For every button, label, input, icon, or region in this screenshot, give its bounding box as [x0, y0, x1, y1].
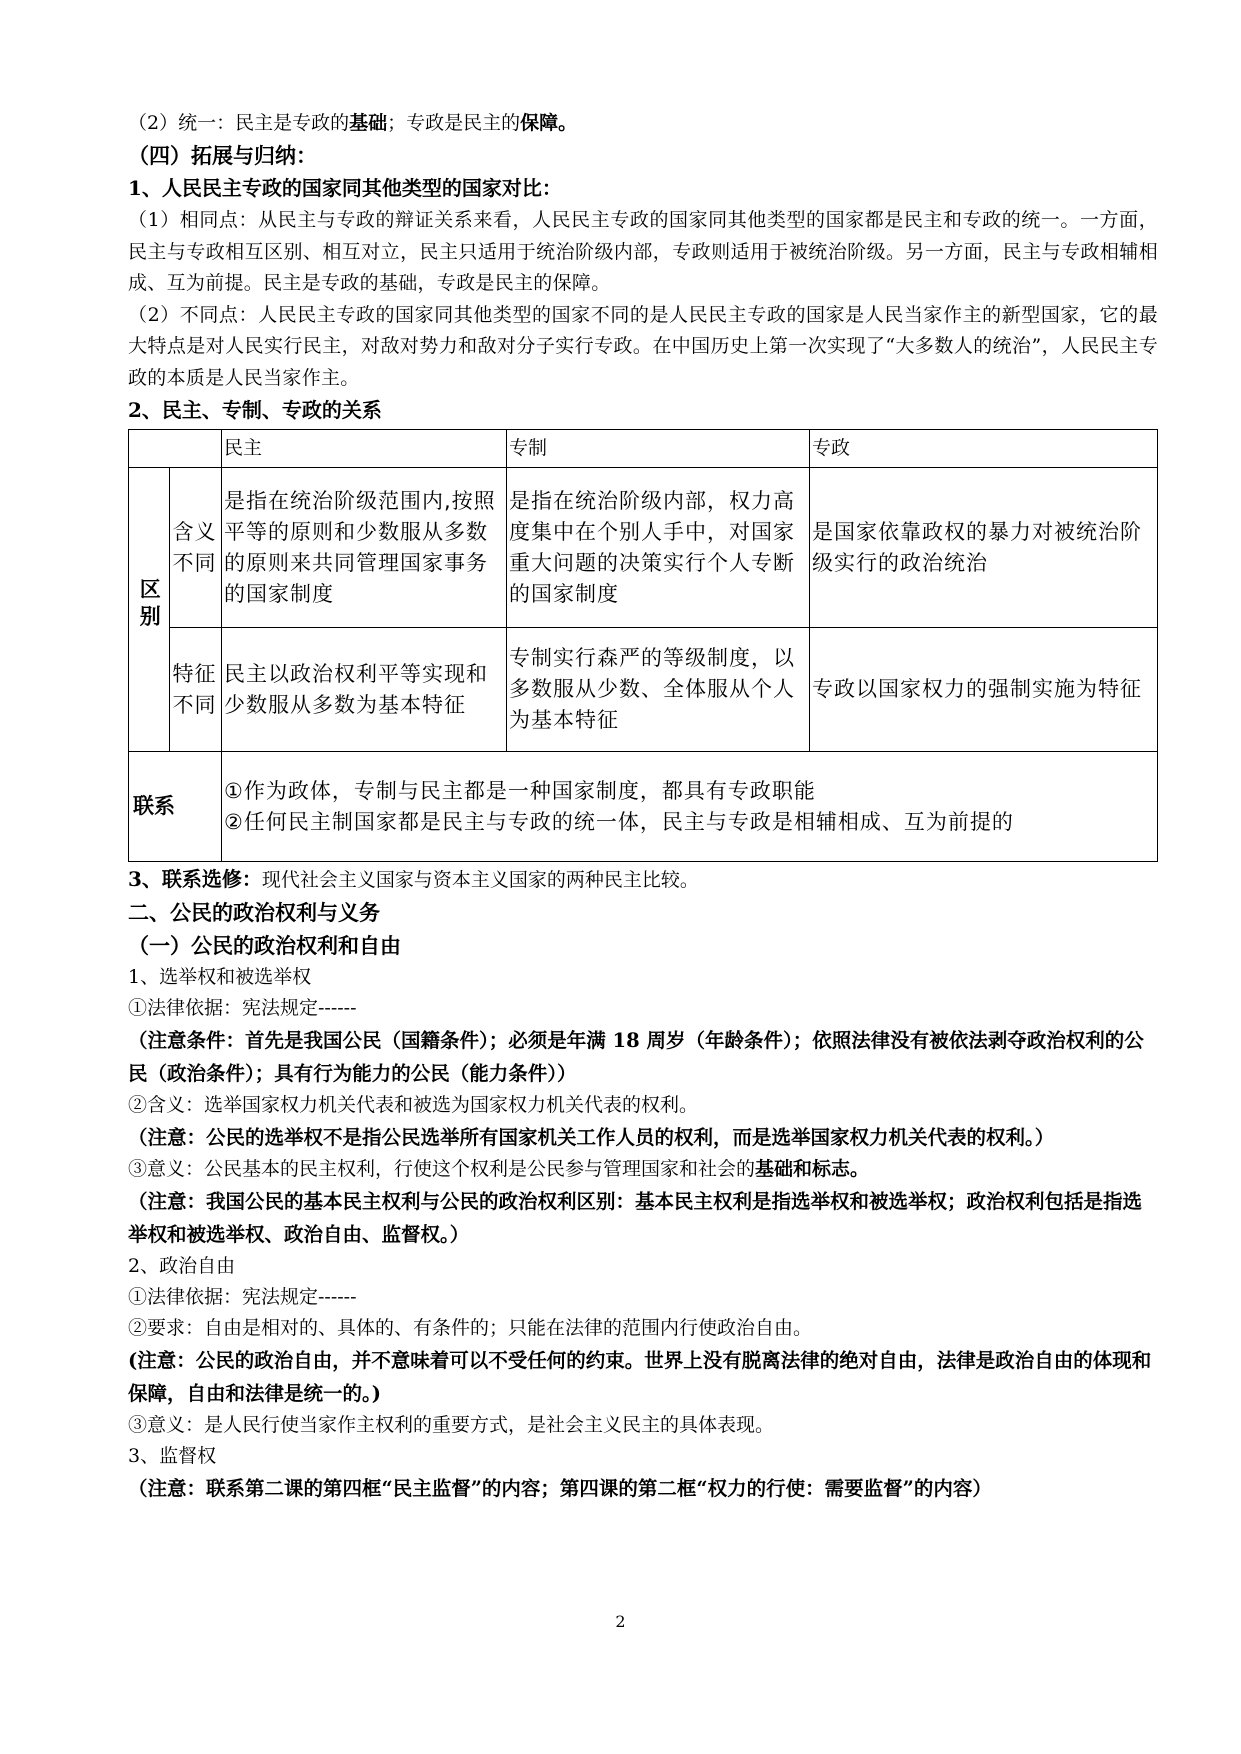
s2-requirement: ②要求：自由是相对的、具体的、有条件的；只能在法律的范围内行使政治自由。: [128, 1317, 813, 1339]
s1-basis: ①法律依据：宪法规定------: [128, 997, 357, 1019]
paragraph-diff: （2）不同点：人民民主专政的国家同其他类型的国家不同的是人民民主专政的国家是人民当家作主的新型国家，它的最大特点是对人民实行民主，对敌对势力和敌对分子实行专政。在中国历史上第一次实现了“大多数人的统治”，人民民主专政的本质是人民当家作主。: [128, 303, 1158, 389]
header-democracy: 民主: [222, 430, 507, 468]
paragraph-same: （1）相同点：从民主与专政的辩证关系来看，人民民主专政的国家同其他类型的国家都是民主和专政的统一。一方面，民主与专政相互区别、相互对立，民主只适用于统治阶级内部，专政则适用于被统治阶级。另一方面，民主与专政相辅相成、互为前提。民主是专政的基础，专政是民主的保障。: [128, 209, 1158, 294]
s3-note: （注意：联系第二课的第四框“民主监督”的内容；第四课的第二框“权力的行使：需要监督”的内容）: [128, 1477, 992, 1500]
cell-meaning-dictatorship: 是国家依靠政权的暴力对被统治阶级实行的政治统治: [810, 468, 1158, 628]
table-row: [129, 752, 1158, 862]
row-label-link: 联系: [129, 752, 222, 862]
s1-meaning: ②含义：选举国家权力机关代表和被选为国家权力机关代表的权利。: [128, 1094, 699, 1116]
s2-significance: ③意义：是人民行使当家作主权利的重要方式，是社会主义民主的具体表现。: [128, 1414, 775, 1436]
comparison-table: [128, 429, 1158, 862]
s2-title: 2、政治自由: [128, 1255, 236, 1277]
part2-heading: 二、公民的政治权利与义务: [128, 900, 380, 925]
subheading-compare: 1、人民民主专政的国家同其他类型的国家对比：: [128, 176, 562, 200]
elective-line: 3、联系选修：现代社会主义国家与资本主义国家的两种民主比较。: [128, 867, 699, 891]
subheading-relation: 2、民主、专制、专政的关系: [128, 398, 382, 422]
s1-title: 1、选举权和被选举权: [128, 966, 312, 988]
cell-link: ①作为政体，专制与民主都是一种国家制度，都具有专政职能 ②任何民主制国家都是民主与专政的统一体，民主与专政是相辅相成、互为前提的: [222, 752, 1158, 862]
s1-note-rights: （注意：我国公民的基本民主权利与公民的政治权利区别：基本民主权利是指选举权和被选举权；政治权利包括是指选举权和被选举权、政治自由、监督权。）: [128, 1190, 1143, 1246]
unity-line: （2）统一：民主是专政的基础；专政是民主的保障。: [128, 112, 578, 134]
header-autocracy: 专制: [507, 430, 810, 468]
cell-feature-dictatorship: 专政以国家权力的强制实施为特征: [810, 628, 1158, 752]
s1-note-conditions: （注意条件：首先是我国公民（国籍条件）；必须是年满 18 周岁（年龄条件）；依照法律没有被依法剥夺政治权利的公民（政治条件）；具有行为能力的公民（能力条件））: [128, 1029, 1144, 1085]
section-heading-4: （四）拓展与归纳：: [128, 143, 317, 168]
cell-feature-democracy: 民主以政治权利平等实现和少数服从多数为基本特征: [222, 628, 507, 752]
header-dictatorship: 专政: [810, 430, 1158, 468]
s1-significance: ③意义：公民基本的民主权利，行使这个权利是公民参与管理国家和社会的基础和标志。: [128, 1158, 870, 1180]
part2-subheading: （一）公民的政治权利和自由: [128, 933, 401, 958]
row-label-meaning: 含义不同: [169, 468, 222, 628]
cell-meaning-democracy: 是指在统治阶级范围内,按照平等的原则和少数服从多数的原则来共同管理国家事务的国家制度: [222, 468, 507, 628]
s1-note-election: （注意：公民的选举权不是指公民选举所有国家机关工作人员的权利，而是选举国家权力机关代表的权利。）: [128, 1126, 1055, 1149]
group-label-difference: 区别: [129, 468, 170, 752]
document-body: [128, 108, 1158, 1505]
table-row: [129, 468, 1158, 628]
cell-feature-autocracy: 专制实行森严的等级制度，以多数服从少数、全体服从个人为基本特征: [507, 628, 810, 752]
row-label-feature: 特征不同: [169, 628, 222, 752]
table-header-row: [129, 430, 1158, 468]
s3-title: 3、监督权: [128, 1445, 217, 1467]
s2-note: (注意：公民的政治自由，并不意味着可以不受任何的约束。世界上没有脱离法律的绝对自由，法律是政治自由的体现和保障，自由和法律是统一的。): [128, 1349, 1152, 1405]
page-number: 2: [615, 1612, 626, 1631]
cell-meaning-autocracy: 是指在统治阶级内部，权力高度集中在个别人手中，对国家重大问题的决策实行个人专断的国家制度: [507, 468, 810, 628]
table-row: [129, 628, 1158, 752]
s2-basis: ①法律依据：宪法规定------: [128, 1286, 357, 1308]
